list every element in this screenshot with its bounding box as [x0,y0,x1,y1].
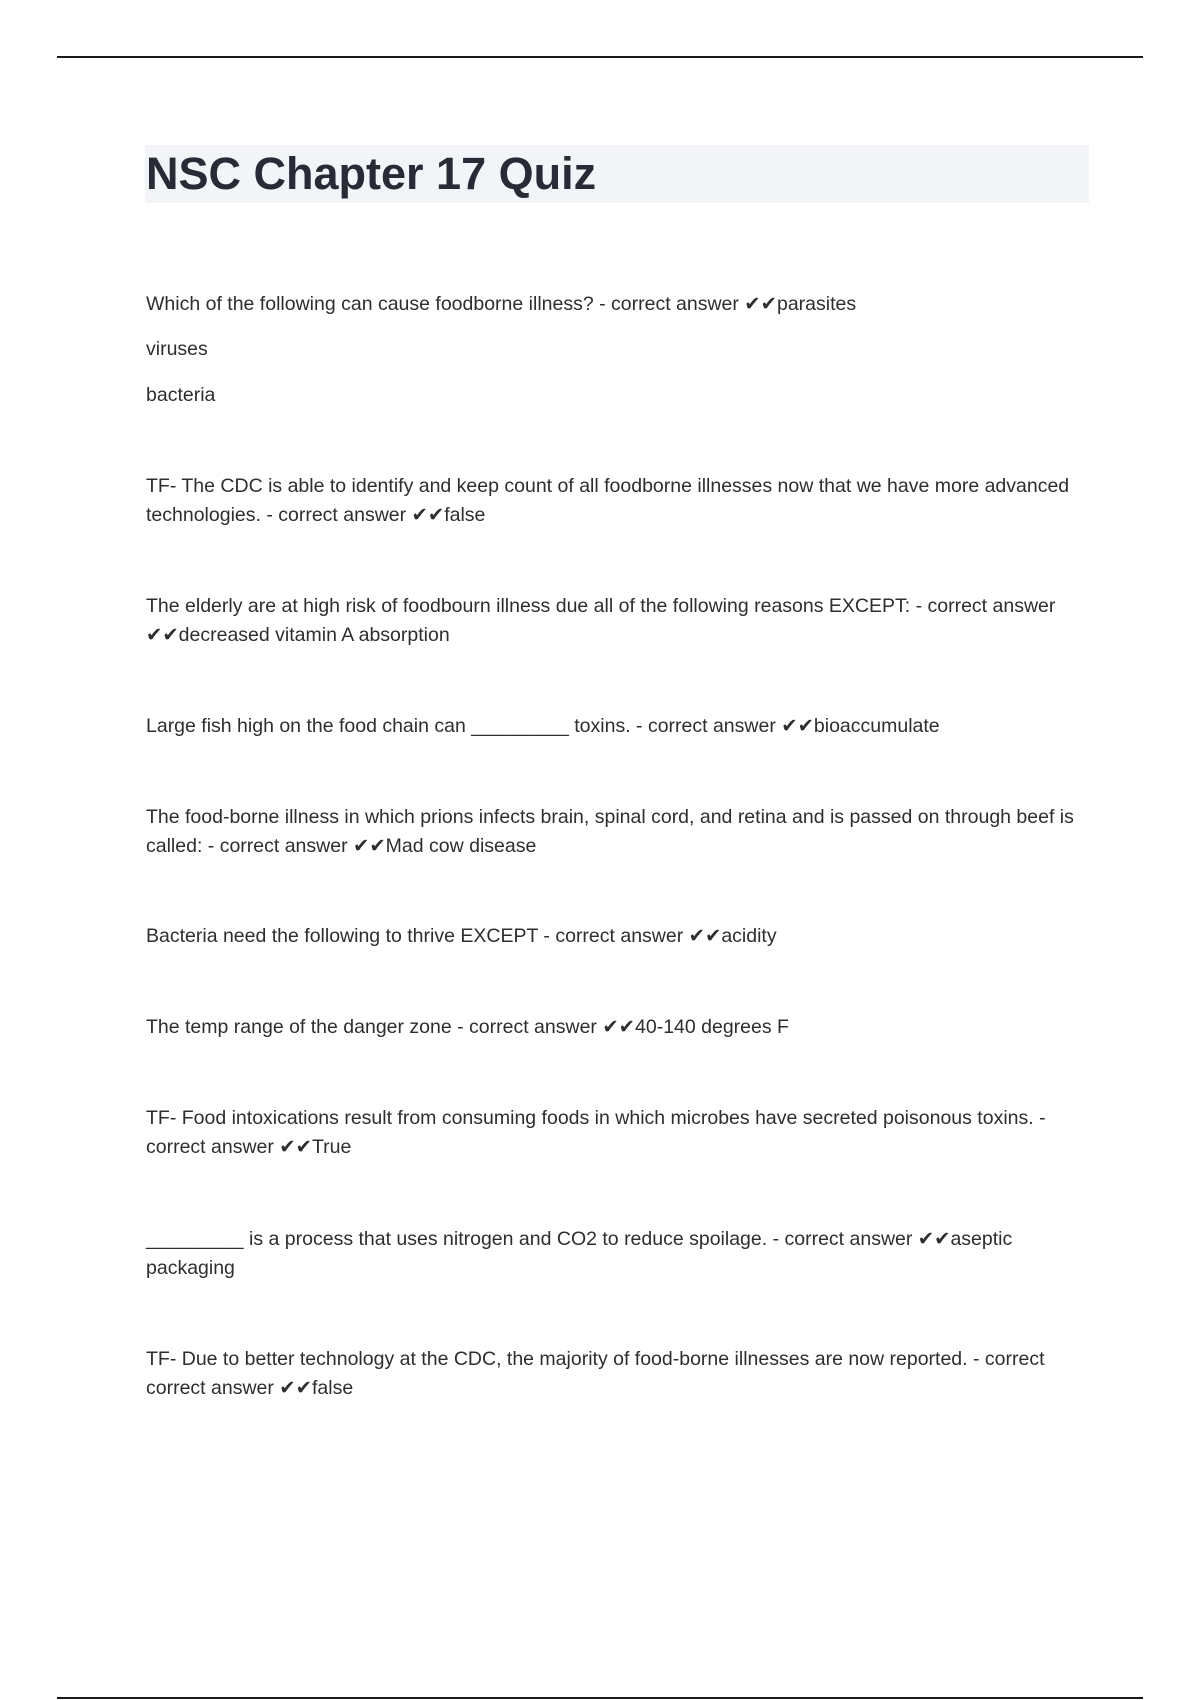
question-1: Which of the following can cause foodborne illness? - correct answer ✔✔parasites [146,293,857,315]
question-1-answer-line-3: bacteria [146,384,216,406]
question-10: TF- Due to better technology at the CDC, the majority of food-borne illnesses are now reported. - correct correct answer ✔✔false [146,1348,1045,1399]
question-8: TF- Food intoxications result from consuming foods in which microbes have secreted poisonous toxins. - correct answer ✔✔True [146,1107,1046,1158]
question-6: Bacteria need the following to thrive EXCEPT - correct answer ✔✔acidity [146,925,777,947]
page-title: NSC Chapter 17 Quiz [146,148,597,199]
question-7: The temp range of the danger zone - correct answer ✔✔40-140 degrees F [146,1016,789,1038]
question-3: The elderly are at high risk of foodbourn illness due all of the following reasons EXCEPT: - correct answer ✔✔decreased vitamin A absorption [146,595,1056,646]
question-1-answer-line-2: viruses [146,338,208,360]
question-2: TF- The CDC is able to identify and keep count of all foodborne illnesses now that we have more advanced technologies. - correct answer ✔✔false [146,475,1070,526]
question-5: The food-borne illness in which prions infects brain, spinal cord, and retina and is passed on through beef is called: - correct answer ✔✔Mad cow disease [146,806,1074,857]
question-9: _________ is a process that uses nitrogen and CO2 to reduce spoilage. - correct answer ✔✔aseptic packaging [146,1228,1013,1279]
header-rule [57,56,1143,58]
footer-rule [57,1697,1143,1699]
question-4: Large fish high on the food chain can _________ toxins. - correct answer ✔✔bioaccumulate [146,715,940,737]
